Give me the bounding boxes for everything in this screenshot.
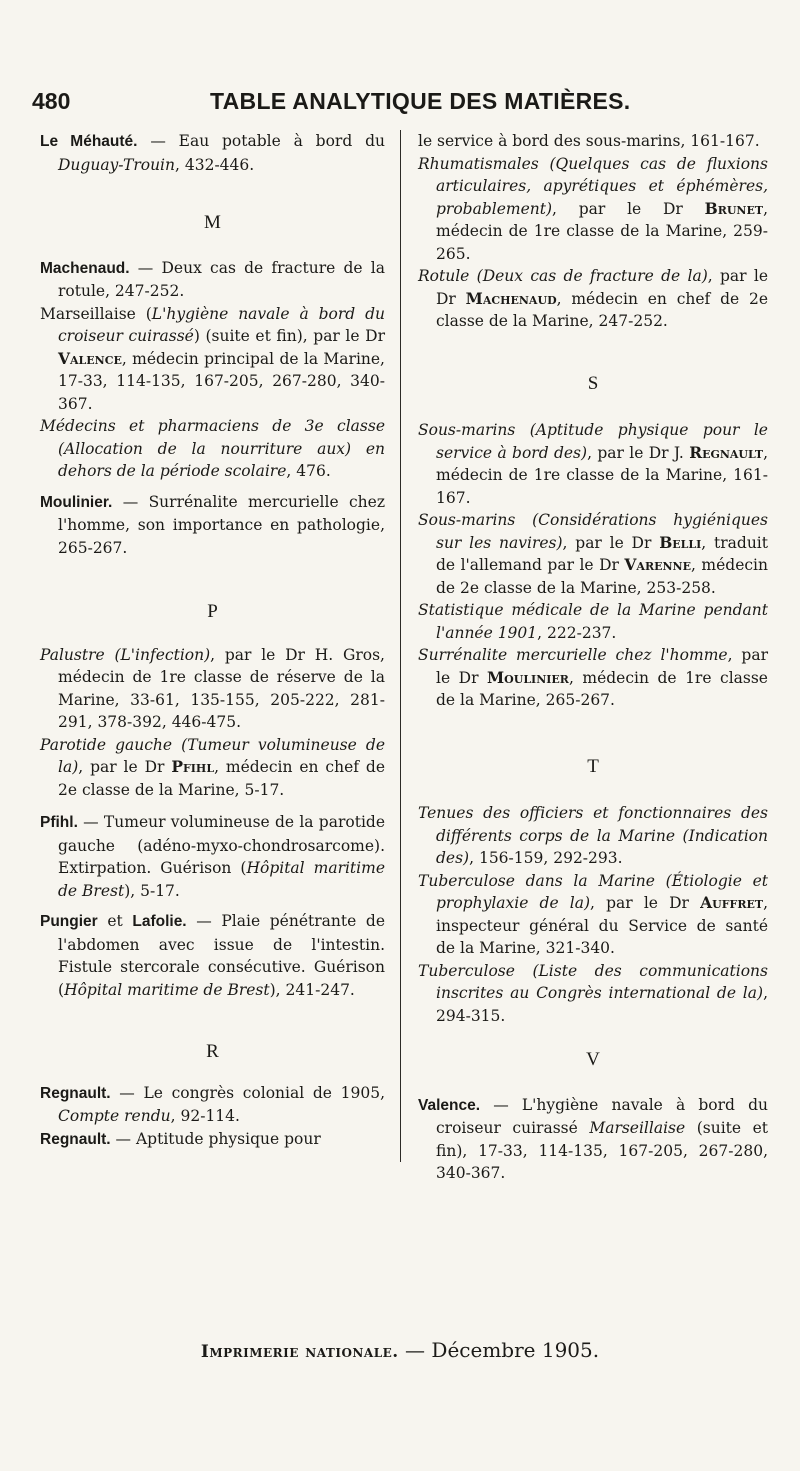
index-entry: Tuberculose (Liste des communications inscrites au Congrès international de la), 294-315. — [418, 961, 768, 1025]
index-entry: le service à bord des sous-marins, 161-167. — [418, 132, 760, 150]
index-entry: Rhumatismales (Quelques cas de fluxions articulaires, apyrétiques et éphémères, probablement), par le Dr Brunet, médecin de 1re classe de la Marine, 259-265. — [418, 154, 768, 263]
index-entry: Moulinier. — Surrénalite mercurielle chez l'homme, son importance en pathologie, 265-267. — [40, 492, 385, 557]
index-entry: Pfihl. — Tumeur volumineuse de la parotide gauche (adéno-myxo-chondrosarcome). Extirpation. Guérison (Hôpital maritime de Brest), 5-17. — [40, 813, 385, 900]
index-entry: Regnault. — Aptitude physique pour — [40, 1129, 321, 1148]
section-letter-t: T — [587, 755, 599, 777]
index-entry: Palustre (L'infection), par le Dr H. Gros, médecin de 1re classe de réserve de la Marine, 33-61, 135-155, 205-222, 281-291, 378-392, 446-475. — [40, 645, 385, 731]
index-entry: Médecins et pharmaciens de 3e classe (Allocation de la nourriture aux) en dehors de la période scolaire, 476. — [40, 417, 385, 480]
index-entry: Marseillaise (L'hygiène navale à bord du croiseur cuirassé) (suite et fin), par le Dr Valence, médecin principal de la Marine, 17-33, 114-135, 167-205, 267-280, 340-367. — [40, 304, 385, 413]
index-entry: Tuberculose dans la Marine (Étiologie et prophylaxie de la), par le Dr Auffret, inspecteur général du Service de santé de la Marine, 321-340. — [418, 871, 768, 957]
index-entry: Sous-marins (Considérations hygiéniques sur les navires), par le Dr Belli, traduit de l'allemand par le Dr Varenne, médecin de 2e classe de la Marine, 253-258. — [418, 511, 768, 597]
imprint-footer — [0, 1338, 800, 1362]
index-entry: Rotule (Deux cas de fracture de la), par le Dr Machenaud, médecin en chef de 2e classe de la Marine, 247-252. — [418, 267, 769, 330]
index-entry: Valence. — L'hygiène navale à bord du croiseur cuirassé Marseillaise (suite et fin), 17-33, 114-135, 167-205, 267-280, 340-367. — [418, 1095, 768, 1182]
right-column — [418, 130, 768, 1185]
index-entry: Parotide gauche (Tumeur volumineuse de la), par le Dr Pfihl, médecin en chef de 2e classe de la Marine, 5-17. — [40, 735, 385, 799]
index-entry: Machenaud. — Deux cas de fracture de la rotule, 247-252. — [40, 258, 385, 300]
column-divider — [400, 130, 401, 1162]
section-letter-r: R — [206, 1041, 219, 1062]
index-entry: Regnault. — Le congrès colonial de 1905, Compte rendu, 92-114. — [40, 1083, 385, 1125]
section-letter-s: S — [587, 372, 599, 394]
index-entry: Sous-marins (Aptitude physique pour le service à bord des), par le Dr J. Regnault, médecin de 1re classe de la Marine, 161-167. — [418, 421, 768, 507]
section-letter-m: M — [204, 212, 221, 233]
page-header — [28, 86, 776, 122]
page-number: 480 — [32, 88, 71, 114]
page-title: TABLE ANALYTIQUE DES MATIÈRES. — [210, 88, 631, 114]
printer-name: Imprimerie nationale. — [200, 1342, 399, 1362]
section-letter-v: V — [586, 1049, 600, 1070]
section-letter-p: P — [207, 601, 218, 622]
print-date: Décembre 1905. — [431, 1338, 600, 1362]
index-entry: Statistique médicale de la Marine pendant l'année 1901, 222-237. — [418, 601, 768, 642]
footer-separator: — — [398, 1338, 432, 1362]
index-entry: Surrénalite mercurielle chez l'homme, par le Dr Moulinier, médecin de 1re classe de la Marine, 265-267. — [418, 646, 768, 709]
index-entry: Tenues des officiers et fonctionnaires des différents corps de la Marine (Indication des), 156-159, 292-293. — [418, 804, 768, 867]
left-column — [40, 130, 385, 1151]
index-entry: Pungier et Lafolie. — Plaie pénétrante de l'abdomen avec issue de l'intestin. Fistule stercorale consécutive. Guérison (Hôpital maritime de Brest), 241-247. — [40, 912, 385, 999]
index-entry: Le Méhauté. — Eau potable à bord du Duguay-Trouin, 432-446. — [40, 132, 386, 174]
